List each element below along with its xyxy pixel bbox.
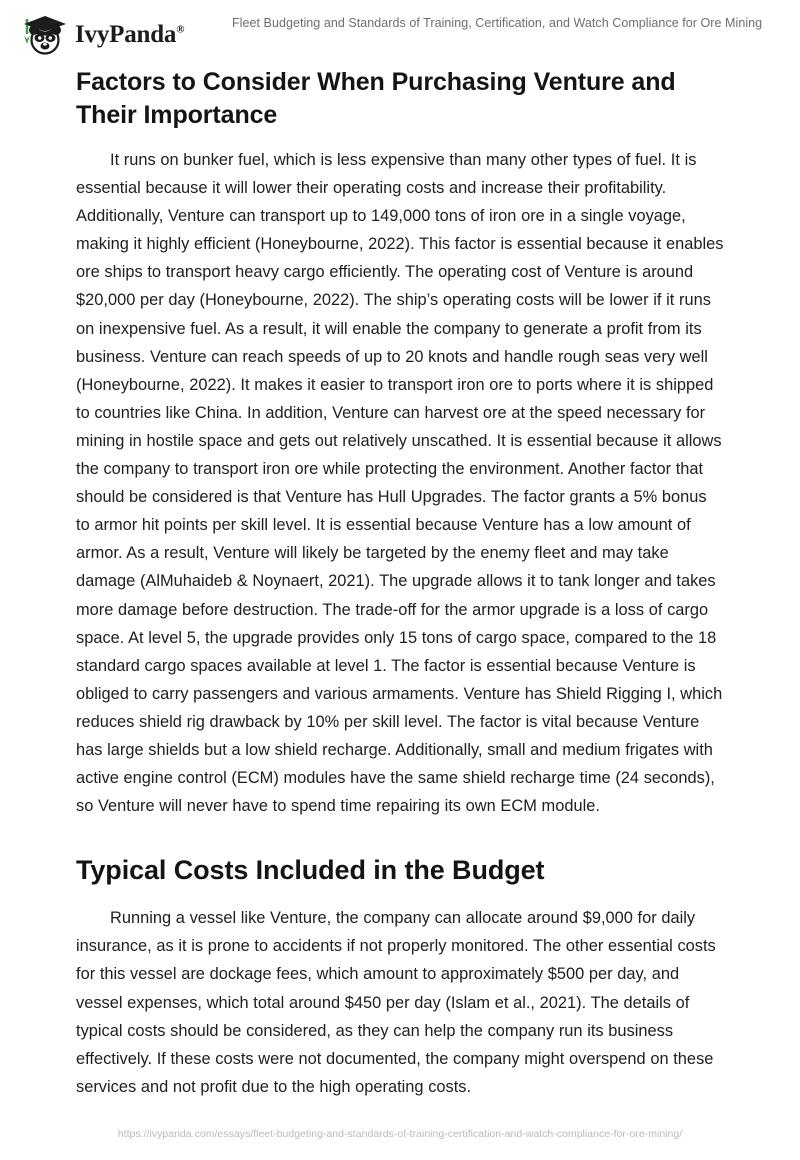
- page-header: [0, 0, 800, 62]
- document-content: [76, 66, 724, 1101]
- section-heading-typical-costs: Typical Costs Included in the Budget: [76, 855, 545, 886]
- paragraph-typical-costs: Running a vessel like Venture, the company can allocate around $9,000 for daily insurance, as it is prone to accidents if not properly monitored. The other essential costs for this vessel are dockage fees, which amount to approximately $500 per day, and vessel expenses, which total around $450 per day (Islam et al., 2021). The details of typical costs should be considered, as they can help the company run its business effectively. If these costs were not documented, the company might overspend on these services and not profit due to the high operating costs.: [76, 909, 716, 1096]
- page-footer: [0, 1124, 800, 1142]
- registered-mark: ®: [176, 23, 185, 36]
- footer-source-url[interactable]: https://ivypanda.com/essays/fleet-budgeting-and-standards-of-training-certification-and-watch-compliance-for-ore-mining/: [117, 1128, 683, 1140]
- document-header-title: Fleet Budgeting and Standards of Training, Certification, and Watch Compliance for Ore Mining: [232, 16, 763, 30]
- section-heading-factors: Factors to Consider When Purchasing Venture and Their Importance: [76, 68, 676, 129]
- brand-logo[interactable]: [17, 11, 184, 57]
- brand-wordmark: [75, 22, 184, 47]
- brand-name-text: IvyPanda: [75, 20, 177, 48]
- panda-graduation-cap-icon: [17, 11, 69, 57]
- paragraph-factors: It runs on bunker fuel, which is less expensive than many other types of fuel. It is essential because it will lower their operating costs and increase their profitability. Additionally, Venture can transport up to 149,000 tons of iron ore in a single voyage, making it highly efficient (Honeybourne, 2022). This factor is essential because it enables ore ships to transport heavy cargo efficiently. The operating cost of Venture is around $20,000 per day (Honeybourne, 2022). The ship’s operating costs will be lower if it runs on inexpensive fuel. As a result, it will enable the company to generate a profit from its business. Venture can reach speeds of up to 20 knots and handle rough seas very well (Honeybourne, 2022). It makes it easier to transport iron ore to ports where it is shipped to countries like China. In addition, Venture can harvest ore at the speed necessary for mining in hostile space and gets out relatively unscathed. It is essential because it allows the company to transport iron ore while protecting the environment. Another factor that should be considered is that Venture has Hull Upgrades. The factor grants a 5% bonus to armor hit points per skill level. It is essential because Venture has a low amount of armor. As a result, Venture will likely be targeted by the enemy fleet and may take damage (AlMuhaideb & Noynaert, 2021). The upgrade allows it to tank longer and takes more damage before destruction. The trade-off for the armor upgrade is a loss of cargo space. At level 5, the upgrade provides only 15 tons of cargo space, compared to the 18 standard cargo spaces available at level 1. The factor is essential because Venture is obliged to carry passengers and various armaments. Venture has Shield Rigging I, which reduces shield rig drawback by 10% per skill level. The factor is vital because Venture has large shields but a low shield recharge. Additionally, small and medium frigates with active engine control (ECM) modules have the same shield recharge time (24 seconds), so Venture will never have to spend time repairing its own ECM module.: [76, 151, 724, 816]
